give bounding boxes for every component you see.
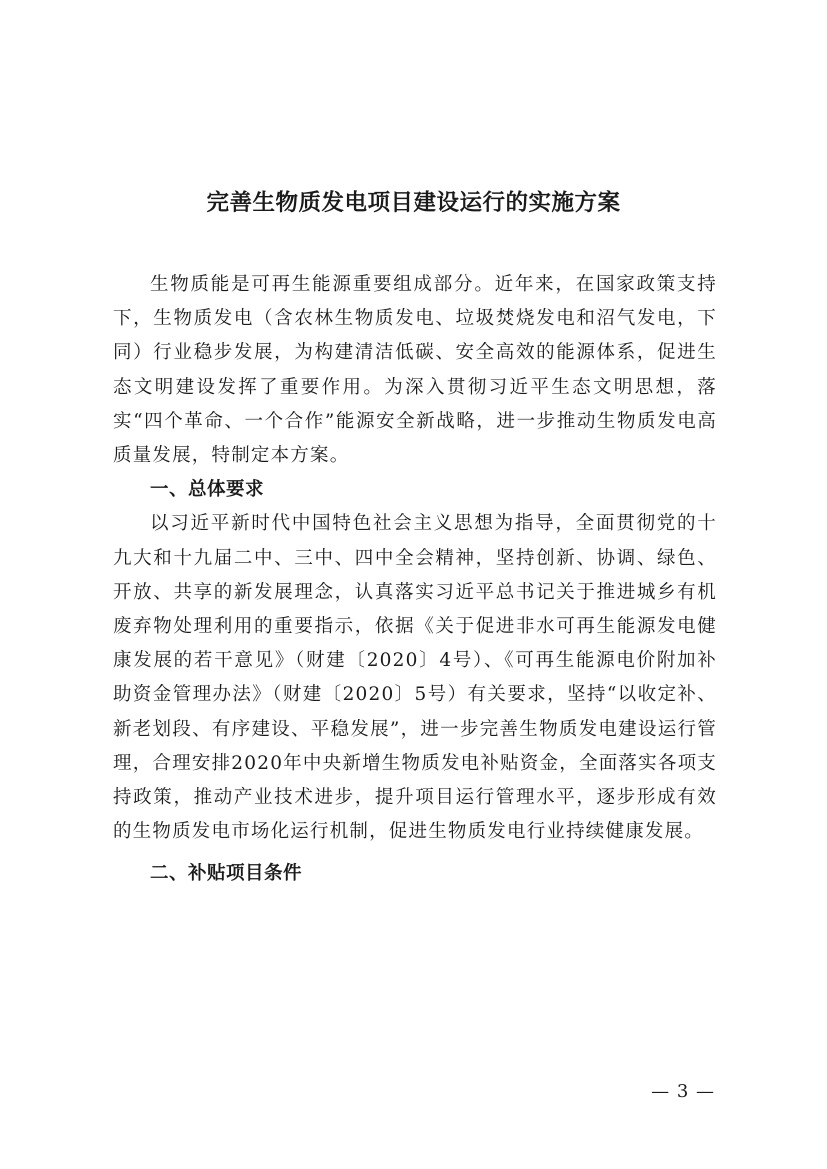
general-requirements-paragraph: 以习近平新时代中国特色社会主义思想为指导，全面贯彻党的十九大和十九届二中、三中、四中全会精神，坚持创新、协调、绿色、开放、共享的新发展理念，认真落实习近平总书记关于推进城乡有机废弃物处理利用的重要指示，依据《关于促进非水可再生能源发电健康发展的若干意见》（财建〔2020〕4号）、《可再生能源电价附加补助资金管理办法》（财建〔2020〕5号）有关要求，坚持“以收定补、新老划段、有序建设、平稳发展”，进一步完善生物质发电建设运行管理，合理安排2020年中央新增生物质发电补贴资金，全面落实各项支持政策，推动产业技术进步，提升项目运行管理水平，逐步形成有效的生物质发电市场化运行机制，促进生物质发电行业持续健康发展。 xyxy=(113,513,717,843)
intro-paragraph: 生物质能是可再生能源重要组成部分。近年来，在国家政策支持下，生物质发电（含农林生物质发电、垃圾焚烧发电和沼气发电，下同）行业稳步发展，为构建清洁低碳、安全高效的能源体系，促进生态文明建设发挥了重要作用。为深入贯彻习近平生态文明思想，落实“四个革命、一个合作”能源安全新战略，进一步推动生物质发电高质量发展，特制定本方案。 xyxy=(113,274,717,467)
page-number: — 3 — xyxy=(651,1081,715,1102)
document-title: 完善生物质发电项目建设运行的实施方案 xyxy=(206,190,621,216)
document-body xyxy=(113,268,717,892)
section-heading-general-requirements: 一、总体要求 xyxy=(150,479,265,501)
section-heading-subsidy-conditions: 二、补贴项目条件 xyxy=(150,863,303,885)
